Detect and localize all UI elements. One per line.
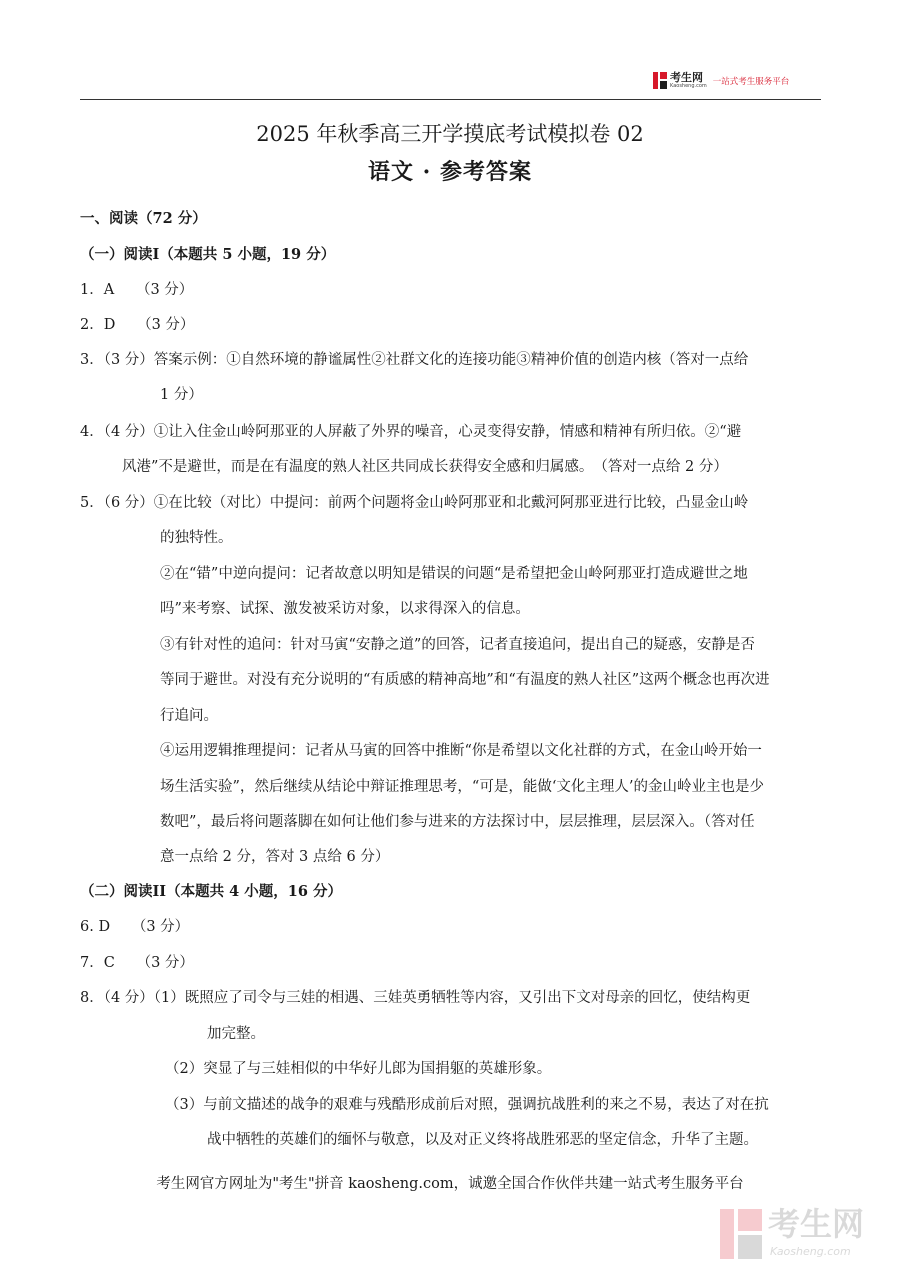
answer-line: 场生活实验”，然后继续从结论中辩证推理思考，“可是，能做‘文化主理人’的金山岭业主也是少: [160, 779, 765, 795]
logo-mark-icon: [653, 72, 667, 89]
answer-line: （2）突显了与三娃相似的中华好儿郎为国捐躯的英雄形象。: [165, 1061, 552, 1077]
logo-domain: Kaosheng.com: [670, 83, 707, 89]
answer-line: 3．（3 分）答案示例：①自然环境的静谧属性②社群文化的连接功能③精神价值的创造内核（答对一点给: [80, 352, 749, 368]
subsection-heading-reading-2: （二）阅读II（本题共 4 小题，16 分）: [80, 883, 342, 900]
watermark-logo-icon: [720, 1209, 762, 1259]
answer-line: 战中牺牲的英雄们的缅怀与敬意，以及对正义终将战胜邪恶的坚定信念，升华了主题。: [207, 1132, 758, 1148]
page-title: 2025 年秋季高三开学摸底考试模拟卷 02: [256, 122, 644, 146]
answer-line: ④运用逻辑推理提问：记者从马寅的回答中推断“你是希望以文化社群的方式，在金山岭开始一: [160, 743, 762, 759]
answer-line: 5．（6 分）①在比较（对比）中提问：前两个问题将金山岭阿那亚和北戴河阿那亚进行比较，凸显金山岭: [80, 495, 749, 511]
answer-line: ③有针对性的追问：针对马寅“安静之道”的回答，记者直接追问，提出自己的疑惑，安静是否: [160, 637, 755, 653]
section-heading-reading: 一、阅读（72 分）: [80, 210, 207, 227]
answer-line: 4．（4 分）①让入住金山岭阿那亚的人屏蔽了外界的噪音，心灵变得安静，情感和精神有所归依。②“避: [80, 424, 742, 440]
answer-line: 2．D （3 分）: [80, 317, 195, 333]
logo-name: 考生网: [670, 71, 703, 84]
watermark-text: 考生网: [768, 1205, 865, 1243]
answer-line: 数吧”，最后将问题落脚在如何让他们参与进来的方法探讨中，层层推理，层层深入。（答对任: [160, 814, 755, 830]
answer-line: 加完整。: [207, 1026, 265, 1042]
watermark: [720, 1205, 890, 1261]
answer-line: 风港”不是避世，而是在有温度的熟人社区共同成长获得安全感和归属感。 （答对一点给 2 分）: [122, 459, 728, 475]
answer-line: ②在“错”中逆向提问：记者故意以明知是错误的问题“是希望把金山岭阿那亚打造成避世之地: [160, 566, 748, 582]
header-logo: [653, 72, 789, 89]
answer-line: 的独特性。: [160, 530, 233, 546]
answer-line: 行追问。: [160, 708, 218, 724]
header-divider: [80, 99, 821, 100]
answer-line: 等同于避世。对没有充分说明的“有质感的精神高地”和“有温度的熟人社区”这两个概念也再次进: [160, 672, 770, 688]
answer-line: （3）与前文描述的战争的艰难与残酷形成前后对照，强调抗战胜利的来之不易，表达了对在抗: [165, 1097, 769, 1113]
logo-slogan: 一站式考生服务平台: [712, 76, 790, 87]
answer-line: 6. D （3 分）: [80, 919, 190, 935]
answer-line: 8．（4 分）（1）既照应了司令与三娃的相遇、三娃英勇牺牲等内容，又引出下文对母亲的回忆，使结构更: [80, 990, 751, 1006]
page-footer: 考生网官方网址为"考生"拼音 kaosheng.com，诚邀全国合作伙伴共建一站式考生服务平台: [156, 1176, 744, 1192]
answer-line: 1 分）: [160, 387, 203, 403]
subsection-heading-reading-1: （一）阅读I（本题共 5 小题，19 分）: [80, 246, 336, 263]
page-subtitle: 语文 · 参考答案: [368, 159, 532, 185]
watermark-domain: Kaosheng.com: [770, 1245, 851, 1258]
answer-line: 吗”来考察、试探、激发被采访对象，以求得深入的信息。: [160, 601, 530, 617]
answer-line: 意一点给 2 分，答对 3 点给 6 分）: [160, 849, 390, 865]
answer-line: 1．A （3 分）: [80, 282, 194, 298]
answer-line: 7．C （3 分）: [80, 955, 194, 971]
